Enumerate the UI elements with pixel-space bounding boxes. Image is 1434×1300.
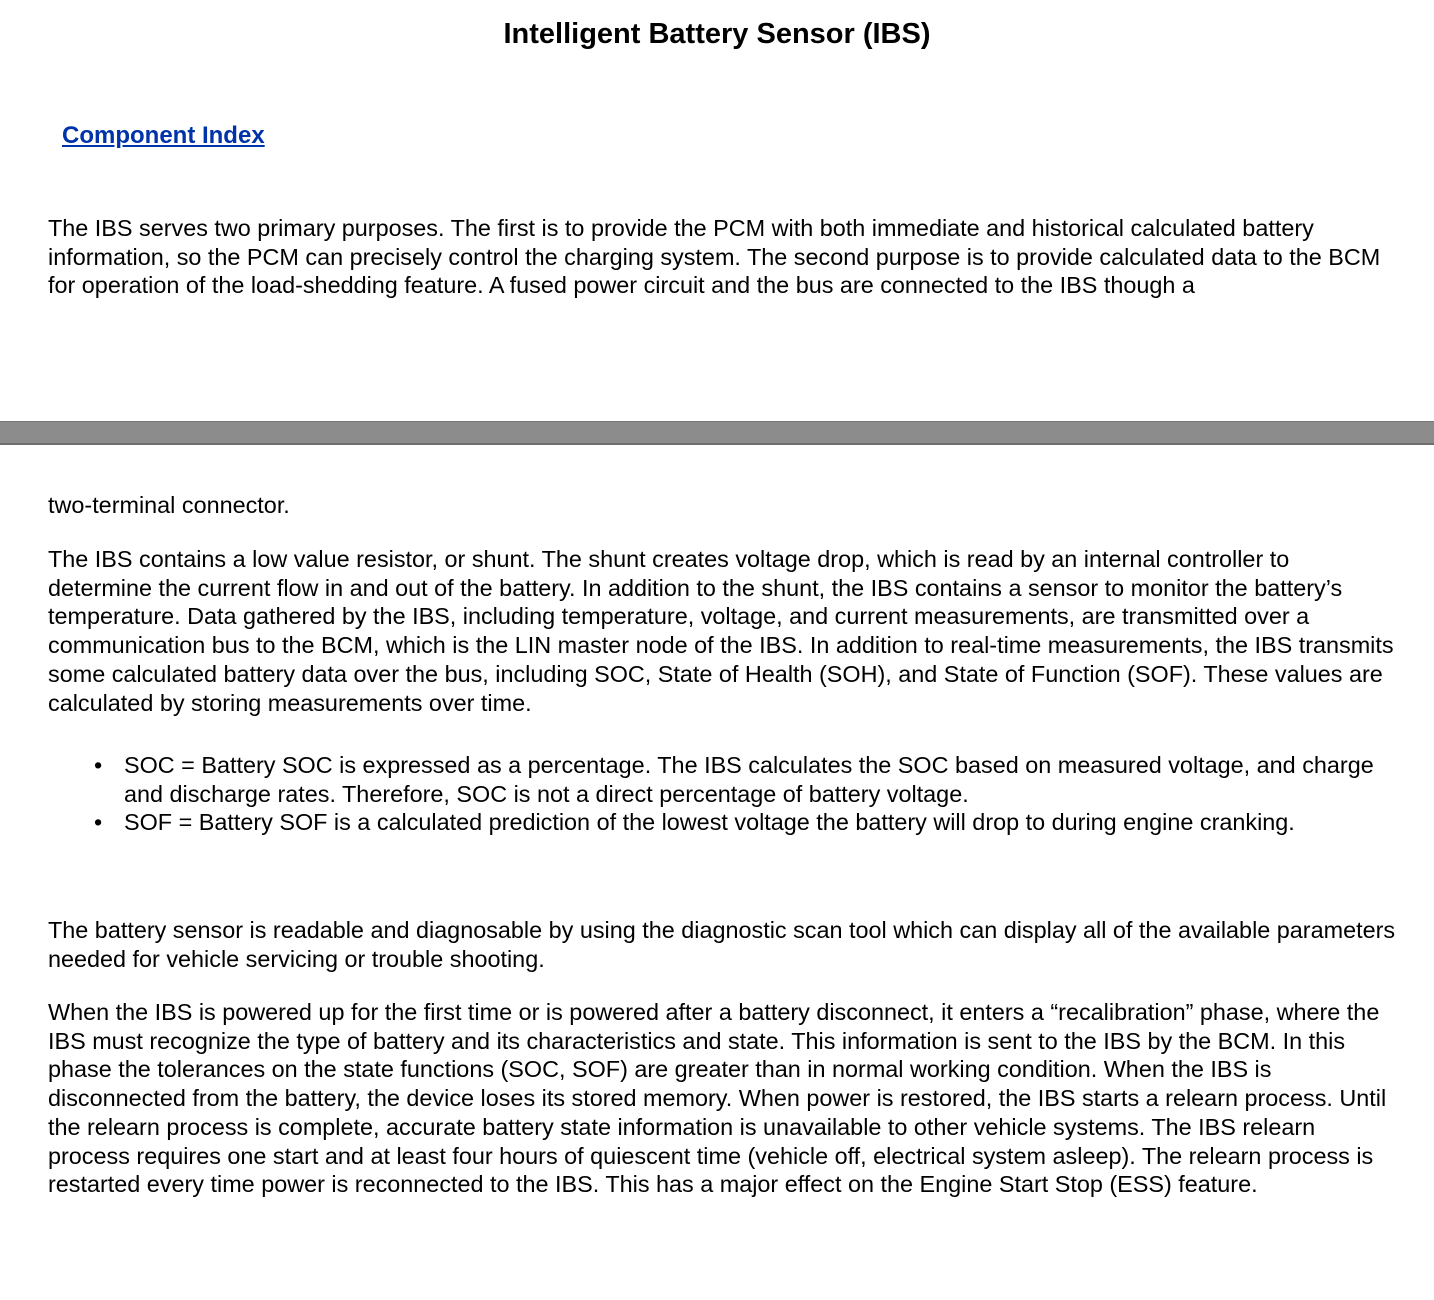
- bullet-marker: •: [94, 809, 103, 836]
- list-item-soc: [48, 751, 1388, 808]
- paragraph-recalibration: When the IBS is powered up for the first time or is powered after a battery disconnect, it enters a “recalibration” phase, where the IBS must recognize the type of battery and its characteristics and state. This information is sent to the IBS by the BCM. In this phase the tolerances on the state functions (SOC, SOF) are greater than in normal working condition. When the IBS is disconnected from the battery, the device loses its stored memory. When power is restored, the IBS starts a relearn process. Until the relearn process is complete, accurate battery state information is unavailable to other vehicle systems. The IBS relearn process requires one start and at least four hours of quiescent time (vehicle off, electrical system asleep). The relearn process is restarted every time power is reconnected to the IBS. This has a major effect on the Engine Start Stop (ESS) feature.: [48, 999, 1387, 1198]
- list-item-text: SOF = Battery SOF is a calculated prediction of the lowest voltage the battery will drop to during engine cranking.: [124, 809, 1295, 836]
- document-page-1: [0, 0, 1434, 421]
- paragraph-diagnosable: The battery sensor is readable and diagnosable by using the diagnostic scan tool which can display all of the available parameters needed for vehicle servicing or trouble shooting.: [48, 917, 1396, 972]
- paragraph-ibs-shunt: The IBS contains a low value resistor, or shunt. The shunt creates voltage drop, which is read by an internal controller to determine the current flow in and out of the battery. In addition to the shunt, the IBS contains a sensor to monitor the battery’s temperature. Data gathered by the IBS, including temperature, voltage, and current measurements, are transmitted over a communication bus to the BCM, which is the LIN master node of the IBS. In addition to real-time measurements, the IBS transmits some calculated battery data over the bus, including SOC, State of Health (SOH), and State of Function (SOF). These values are calculated by storing measurements over time.: [48, 546, 1394, 716]
- list-item-sof: [48, 808, 1388, 837]
- component-index-link[interactable]: Component Index: [62, 122, 265, 149]
- bullet-marker: •: [94, 752, 103, 778]
- page-break-divider: [0, 421, 1434, 445]
- list-item-text: SOC = Battery SOC is expressed as a percentage. The IBS calculates the SOC based on measured voltage, and charge and discharge rates. Therefore, SOC is not a direct percentage of battery voltage.: [124, 752, 1374, 807]
- paragraph-ibs-purposes-part1: The IBS serves two primary purposes. The first is to provide the PCM with both immediate and historical calculated battery information, so the PCM can precisely control the charging system. The second purpose is to provide calculated data to the BCM for operation of the load-shedding feature. A fused power circuit and the bus are connected to the IBS though a: [48, 215, 1381, 299]
- paragraph-ibs-purposes-part2: two-terminal connector.: [48, 492, 290, 518]
- state-function-list: [48, 751, 1388, 837]
- page-title: Intelligent Battery Sensor (IBS): [503, 18, 931, 50]
